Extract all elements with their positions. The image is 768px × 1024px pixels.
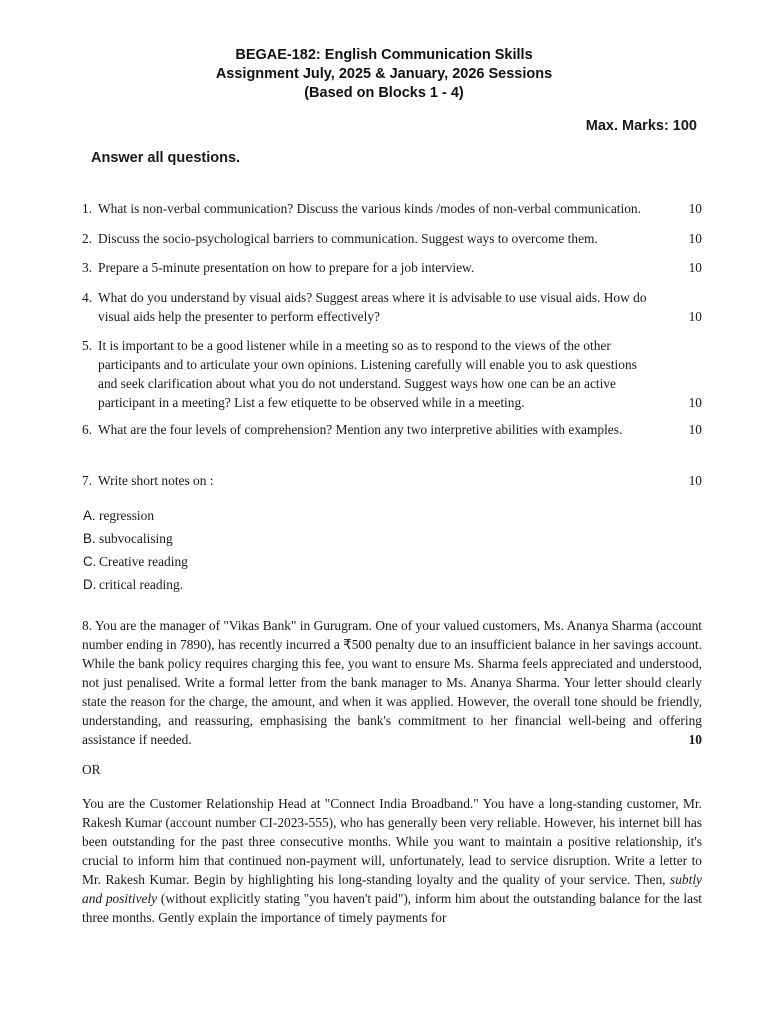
list-item	[83, 573, 188, 596]
item-label: A.	[83, 508, 96, 523]
session-title: Assignment July, 2025 & January, 2026 Sessions	[215, 66, 553, 82]
list-item	[83, 504, 188, 527]
item-text: Creative reading	[99, 554, 188, 569]
question-1	[82, 199, 702, 218]
question-text: What are the four levels of comprehension? Mention any two interpretive abilities with examples.	[98, 422, 623, 437]
question-marks: 10	[688, 732, 702, 747]
question-marks: 10	[688, 201, 702, 216]
question-text: It is important to be a good listener while in a meeting so as to respond to the views of the other participants and to articulate your own opinions. Listening carefully will enable you to ask questions and seek clarification about what you do not understand. Suggest ways how one can be an active participant in a meeting? List a few etiquette to be observed while in a meeting.	[98, 338, 637, 410]
item-label: B.	[83, 531, 96, 546]
question-6	[82, 420, 702, 439]
question-marks: 10	[688, 395, 702, 410]
or-separator: OR	[82, 762, 101, 777]
question-marks: 10	[688, 422, 702, 437]
question-4	[82, 288, 702, 326]
question-marks: 10	[688, 309, 702, 324]
question-number: 7.	[82, 473, 93, 488]
alt-text-after: (without explicitly stating "you haven't paid"), inform him about the outstanding balance for the last three months. Gently explain the importance of timely payments for	[82, 891, 703, 925]
question-number: 2.	[82, 231, 93, 246]
question-3	[82, 258, 702, 277]
question-text: Write short notes on :	[98, 473, 214, 488]
question-marks: 10	[688, 231, 702, 246]
instruction-text: Answer all questions.	[91, 150, 241, 166]
list-item	[83, 527, 188, 550]
blocks-subtitle: (Based on Blocks 1 - 4)	[304, 85, 464, 101]
question-text: Prepare a 5-minute presentation on how to prepare for a job interview.	[98, 260, 475, 275]
question-number: 1.	[82, 201, 93, 216]
question-text: What is non-verbal communication? Discuss the various kinds /modes of non-verbal communication.	[98, 201, 641, 216]
question-8	[82, 616, 702, 749]
item-text: critical reading.	[99, 577, 184, 592]
short-notes-list	[83, 504, 188, 596]
alt-text-before: You are the Customer Relationship Head at "Connect India Broadband." You have a long-standing customer, Mr. Rakesh Kumar (account number CI-2023-555), who has generally been very reliable. However, his internet bill has been outstanding for the past three consecutive months. While you want to maintain a positive relationship, it's crucial to inform him that continued non-payment will, unfortunately, lead to service disruption. Write a letter to Mr. Rakesh Kumar. Begin by highlighting his long-standing loyalty and the quality of your service. Then,	[82, 796, 702, 887]
question-text: What do you understand by visual aids? Suggest areas where it is advisable to use visual aids. How do visual aids help the presenter to perform effectively?	[98, 290, 647, 324]
question-text: Discuss the socio-psychological barriers to communication. Suggest ways to overcome them.	[98, 231, 598, 246]
item-text: subvocalising	[99, 531, 173, 546]
question-number: 5.	[82, 338, 93, 353]
assignment-header	[0, 46, 768, 103]
question-text: 8. You are the manager of "Vikas Bank" in Gurugram. One of your valued customers, Ms. Ananya Sharma (account number ending in 7890), has recently incurred a ₹500 penalty due to an insufficient balance in her savings account. While the bank policy requires charging this fee, you want to ensure Ms. Sharma feels appreciated and understood, not just penalised. Write a formal letter from the bank manager to Ms. Ananya Sharma. Your letter should clearly state the reason for the charge, the amount, and when it was applied. However, the overall tone should be friendly, understanding, and reassuring, emphasising the bank's commitment to her financial well-being and offering assistance if needed.	[82, 618, 702, 747]
question-5	[82, 336, 702, 412]
question-number: 6.	[82, 422, 93, 437]
question-7	[82, 471, 702, 490]
question-2	[82, 229, 702, 248]
question-8-alternative	[82, 794, 702, 927]
max-marks: Max. Marks: 100	[585, 118, 697, 134]
list-item	[83, 550, 188, 573]
alt-emphasis: subtly and positively	[82, 872, 702, 906]
item-label: D.	[83, 577, 97, 592]
question-number: 4.	[82, 290, 93, 305]
question-number: 3.	[82, 260, 93, 275]
item-text: regression	[99, 508, 155, 523]
item-label: C.	[83, 554, 97, 569]
course-title: BEGAE-182: English Communication Skills	[235, 47, 533, 63]
question-marks: 10	[688, 473, 702, 488]
question-marks: 10	[688, 260, 702, 275]
